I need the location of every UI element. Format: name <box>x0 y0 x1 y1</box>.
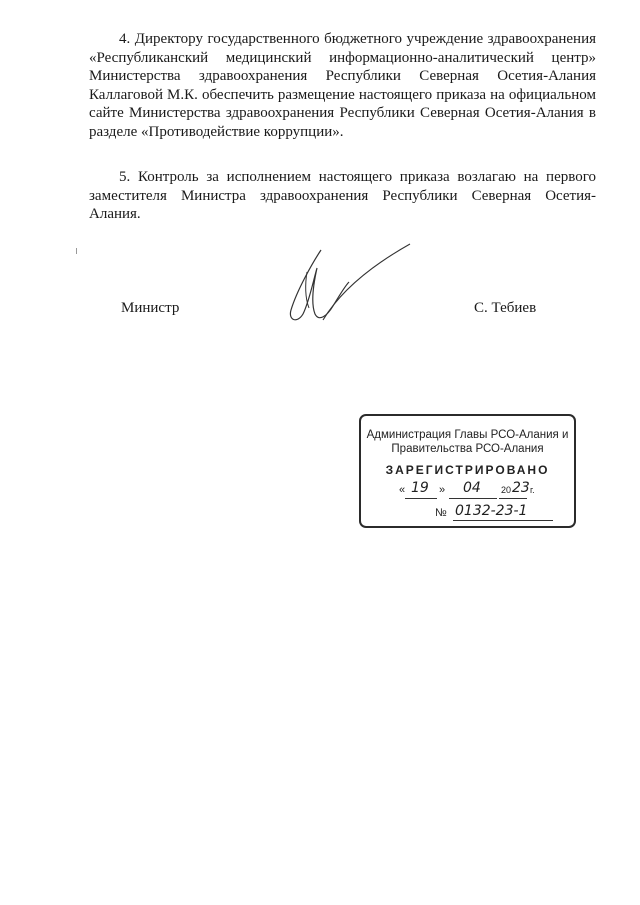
registration-stamp <box>359 414 576 528</box>
stamp-date: « 19 » 04 20 23 г. <box>399 482 559 504</box>
paragraph-5-number: 5. <box>119 169 131 185</box>
paragraph-4-text: Директору государственного бюджетного учреждение здравоохранения «Республиканский медицинский информационно-аналитический центр» Министерства здравоохранения Республики Северная Осетия-Алания Каллаговой М.К. обеспечить размещение настоящего приказа на официальном сайте Министерства здравоохранения Республики Северная Осетия-Алания в разделе «Противодействие коррупции». <box>89 31 596 140</box>
paragraph-5-text: Контроль за исполнением настоящего приказа возлагаю на первого заместителя Министра здравоохранения Республики Северная Осетия-Алания. <box>89 169 597 223</box>
stamp-number-label: № <box>435 507 447 519</box>
paragraph-4-number: 4. <box>119 31 131 47</box>
stamp-month: 04 <box>463 480 481 496</box>
signatory-title: Министр <box>121 300 180 316</box>
stamp-status: ЗАРЕГИСТРИРОВАНО <box>385 463 550 477</box>
paragraph-4 <box>89 30 596 142</box>
signatory-name: С. Тебиев <box>474 300 537 316</box>
handwritten-signature-icon <box>283 242 413 324</box>
scan-mark <box>76 248 77 254</box>
stamp-organization-line-2: Правительства РСО-Алания <box>391 443 544 455</box>
stamp-number-value: 0132-23-1 <box>455 503 528 519</box>
stamp-year-unit: г. <box>530 485 535 495</box>
stamp-year-prefix: 20 <box>501 485 512 495</box>
stamp-registration-number <box>435 503 565 524</box>
stamp-year-suffix: 23 <box>512 480 530 496</box>
stamp-day: 19 <box>411 480 429 496</box>
stamp-organization-line-1: Администрация Главы РСО-Алания и <box>366 429 569 441</box>
paragraph-5 <box>89 168 596 224</box>
